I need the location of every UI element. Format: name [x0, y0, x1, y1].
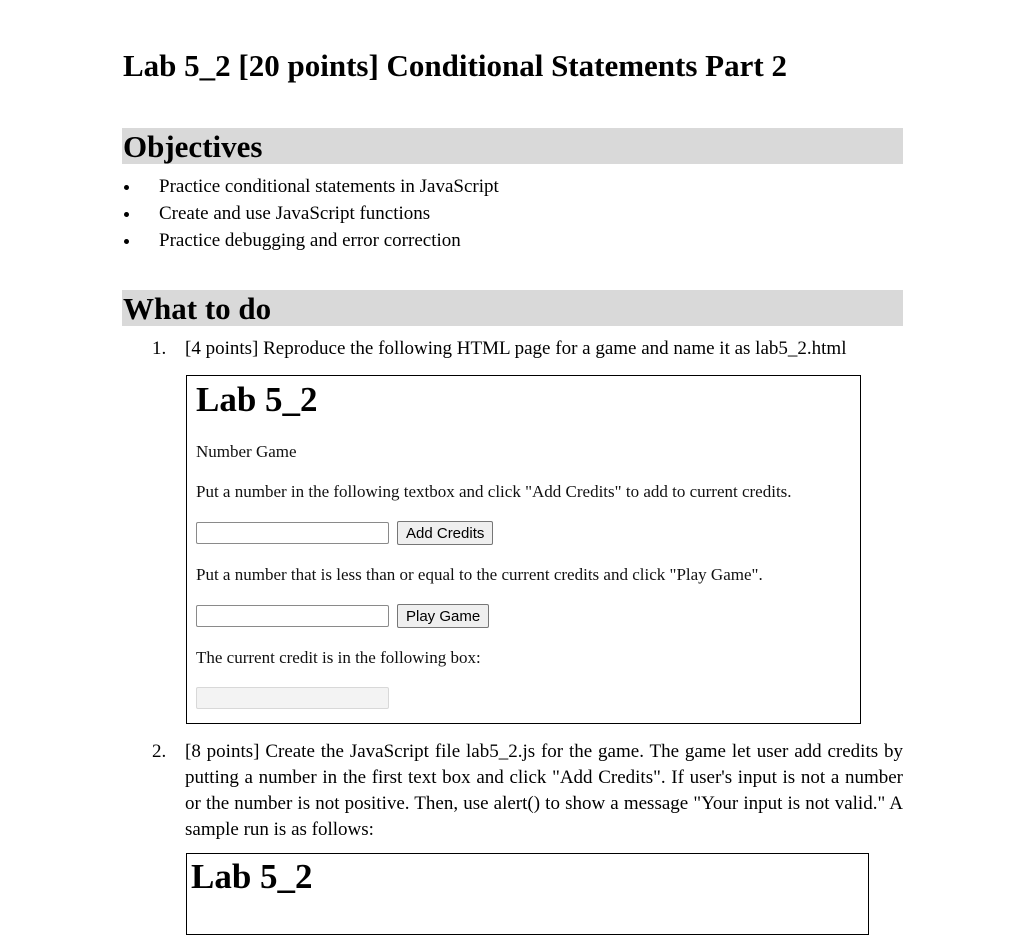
add-credits-instruction: Put a number in the following textbox and click "Add Credits" to add to current credits.	[196, 482, 792, 501]
figure-heading: Lab 5_2	[196, 380, 318, 419]
bullet-icon	[124, 239, 129, 244]
document-page: Lab 5_2 [20 points] Conditional Statements Part 2 Objectives Practice conditional statements in JavaScript Create and use JavaScript functions Practice debugging and error correction What to do 1. [4 points] Reproduce the following HTML page for a game and name it as lab5_2.html Lab 5_2 Number Game Put a number in the following textbox and click "Add Credits" to add to current credits. Add Credits Put a number that is less than or equal to the current credits and click "Play Game". Play Game The current credit is in the following box: 2. [8 points] Create the JavaScript file lab5_2.js for the game. The game let user add credits by putting a number in the first text box and click "Add Credits". If user's input is not a number or the number is not positive. Then, use alert() to show a message "Your input is not valid." A sample run is as follows: Lab 5_2	[0, 0, 1024, 911]
objectives-heading: Objectives	[122, 128, 903, 164]
play-game-button[interactable]: Play Game	[397, 604, 489, 628]
current-credit-box	[196, 687, 389, 709]
step-number: 1.	[152, 338, 167, 359]
document-title: Lab 5_2 [20 points] Conditional Statements Part 2	[123, 48, 787, 83]
step-1-text: [4 points] Reproduce the following HTML page for a game and name it as lab5_2.html	[185, 338, 847, 359]
add-credits-button[interactable]: Add Credits	[397, 521, 493, 545]
sample-run-figure	[186, 853, 869, 935]
figure-heading: Lab 5_2	[191, 857, 313, 896]
step-number: 2.	[152, 741, 167, 762]
current-credit-label: The current credit is in the following box:	[196, 648, 481, 667]
figure-subtitle: Number Game	[196, 442, 297, 461]
step-2-text: [8 points] Create the JavaScript file lab5_2.js for the game. The game let user add credits by putting a number in the first text box and click "Add Credits". If user's input is not a number or the number is not positive. Then, use alert() to show a message "Your input is not valid." A sample run is as follows:	[185, 741, 903, 840]
sample-page-figure	[186, 375, 861, 724]
what-to-do-heading: What to do	[122, 290, 903, 326]
add-credits-input[interactable]	[196, 522, 389, 544]
bullet-icon	[124, 185, 129, 190]
play-game-instruction: Put a number that is less than or equal to the current credits and click "Play Game".	[196, 565, 763, 584]
bullet-icon	[124, 212, 129, 217]
play-game-input[interactable]	[196, 605, 389, 627]
